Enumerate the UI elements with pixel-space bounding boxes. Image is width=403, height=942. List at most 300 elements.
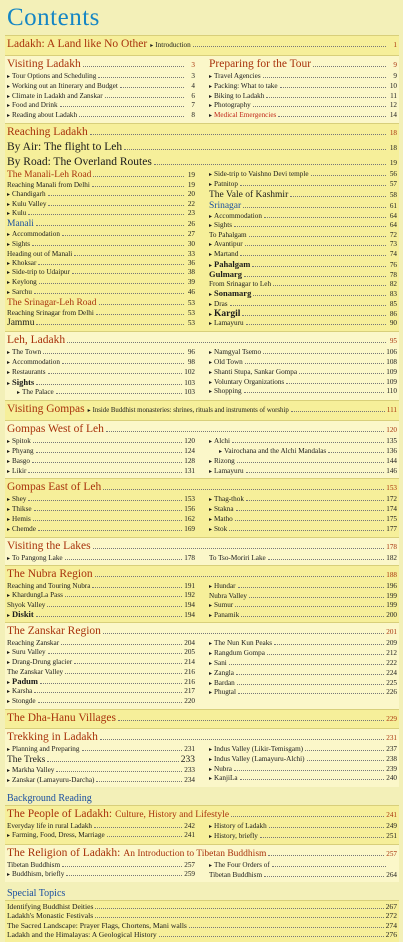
section-heading[interactable]: Leh, Ladakh	[7, 334, 66, 347]
page-number: 241	[386, 811, 397, 820]
toc-entry[interactable]: Basgo	[12, 456, 30, 465]
toc-entry[interactable]: Sumur	[214, 600, 234, 609]
background-reading-label: Background Reading	[7, 793, 92, 805]
toc-entry[interactable]: Indus Valley (Likir-Temisgam)	[214, 745, 304, 754]
page-number: 76	[389, 260, 397, 269]
triangle-icon: ▸	[209, 213, 213, 220]
section-zanskar	[5, 622, 399, 709]
triangle-icon: ▸	[7, 211, 11, 218]
triangle-icon: ▸	[7, 593, 11, 600]
triangle-icon: ▸	[7, 74, 11, 80]
page-number: 8	[191, 111, 195, 120]
page-number: 136	[386, 446, 397, 455]
section-heading[interactable]: Trekking in Ladakh	[7, 731, 98, 744]
page-number: 225	[386, 678, 397, 687]
page-number: 217	[184, 687, 195, 696]
page-number: 214	[184, 658, 195, 667]
section-heading[interactable]: The Nubra Region	[7, 568, 93, 581]
toc-entry[interactable]: Kulu	[12, 209, 27, 218]
page-number: 156	[184, 505, 195, 514]
toc-entry[interactable]: Biking to Ladakh	[214, 91, 265, 100]
section-heading[interactable]: Reaching Ladakh	[7, 125, 88, 138]
page-number: 200	[386, 610, 397, 619]
toc-entry[interactable]: Shyok Valley	[7, 600, 46, 609]
page-number: 224	[386, 668, 397, 677]
toc-entry[interactable]: Sights	[12, 239, 30, 248]
section-west	[5, 420, 399, 478]
triangle-icon: ▸	[7, 612, 11, 619]
page-number: 9	[393, 61, 397, 69]
toc-entry[interactable]: Thag-thok	[214, 495, 244, 504]
triangle-icon: ▸	[209, 507, 213, 514]
heading-land[interactable]: Ladakh: A Land like No Other	[7, 38, 148, 50]
toc-entry[interactable]: Matho	[214, 514, 233, 523]
toc-entry[interactable]: The Town	[12, 348, 42, 357]
toc-entry[interactable]: Reaching Srinagar from Delhi	[7, 308, 94, 317]
subsection-heading[interactable]: The Vale of Kashmir	[209, 189, 289, 200]
page-number: 188	[386, 571, 397, 580]
subsection-heading[interactable]: The Manali-Leh Road	[7, 169, 92, 180]
section-heading[interactable]: The Dha-Hanu Villages	[7, 712, 116, 725]
page-number: 26	[187, 220, 195, 229]
toc-entry[interactable]: History of Ladakh	[214, 822, 267, 831]
toc-entry[interactable]: Voluntary Organizations	[214, 377, 285, 386]
toc-entry[interactable]: Ladakh's Monastic Festivals	[7, 911, 94, 921]
triangle-icon: ▸	[7, 679, 11, 686]
toc-entry[interactable]: Side-trip to Udaipur	[12, 268, 70, 277]
page-number: 222	[386, 659, 397, 668]
toc-entry[interactable]: Sights	[12, 376, 35, 387]
page-number: 53	[187, 308, 195, 317]
triangle-icon: ▸	[7, 369, 11, 376]
triangle-icon: ▸	[209, 602, 213, 609]
page-number: 267	[385, 901, 397, 911]
toc-entry[interactable]: The Zanskar Valley	[7, 667, 64, 676]
toc-entry[interactable]: Identifying Buddhist Deities	[7, 901, 94, 911]
toc-entry[interactable]: Suru Valley	[12, 648, 46, 657]
triangle-icon: ▸	[7, 93, 11, 100]
section-heading[interactable]: The Religion of Ladakh:	[7, 847, 121, 860]
toc-entry[interactable]: Thikse	[12, 505, 32, 514]
toc-entry[interactable]: Diskit	[12, 608, 34, 619]
triangle-icon: ▸	[7, 497, 11, 504]
triangle-icon: ▸	[7, 113, 11, 120]
triangle-icon: ▸	[7, 660, 11, 667]
toc-entry[interactable]: Buddhism, briefly	[12, 869, 65, 878]
triangle-icon: ▸	[7, 448, 11, 455]
toc-entry[interactable]: Drang-Drung glacier	[12, 658, 73, 667]
section-heading[interactable]: Visiting the Lakes	[7, 539, 91, 552]
page-number: 153	[184, 495, 195, 504]
toc-entry[interactable]: Zangla	[214, 668, 234, 677]
page-number: 120	[184, 437, 195, 446]
toc-entry[interactable]: Phyang	[12, 446, 34, 455]
toc-entry[interactable]: KhardungLa Pass	[12, 591, 63, 600]
page-number: 135	[386, 437, 397, 446]
toc-entry[interactable]: Reaching and Touring Nubra	[7, 582, 91, 591]
section-heading[interactable]: The Zanskar Region	[7, 625, 101, 638]
toc-entry[interactable]: Tibetan Buddhism	[209, 870, 263, 879]
triangle-icon: ▸	[209, 468, 213, 475]
triangle-icon: ▸	[209, 661, 213, 668]
toc-entry[interactable]: Kulu Valley	[12, 199, 47, 208]
page-number: 33	[187, 249, 195, 258]
toc-entry[interactable]: Sonamarg	[214, 287, 252, 298]
toc-entry[interactable]: To Pahalgam	[209, 231, 247, 240]
toc-entry[interactable]: Sights	[214, 221, 232, 230]
triangle-icon: ▸	[7, 270, 11, 277]
toc-entry[interactable]: Planning and Preparing	[12, 745, 80, 754]
triangle-icon: ▸	[7, 747, 11, 754]
toc-entry[interactable]: Indus Valley (Lamayuru-Alchi)	[214, 754, 305, 763]
page-number: 237	[386, 745, 397, 754]
toc-entry[interactable]: Keylong	[12, 278, 37, 287]
toc-entry[interactable]: Food and Drink	[12, 101, 58, 110]
toc-entry[interactable]: Climate in Ladakh and Zanskar	[12, 91, 103, 100]
section-special	[5, 900, 399, 942]
triangle-icon: ▸	[209, 670, 213, 677]
page-number: 110	[386, 387, 397, 396]
toc-entry[interactable]: Vairochana and the Alchi Mandalas	[224, 446, 327, 455]
triangle-icon: ▸	[7, 516, 11, 523]
page-number: 106	[386, 348, 397, 357]
toc-entry[interactable]: The Four Orders of	[214, 861, 270, 870]
triangle-icon: ▸	[209, 680, 213, 687]
triangle-icon: ▸	[7, 439, 11, 446]
triangle-icon: ▸	[209, 526, 213, 533]
page-number: 240	[386, 774, 397, 783]
by-road[interactable]: By Road: The Overland Routes	[7, 155, 152, 168]
page-number: 233	[184, 765, 195, 774]
triangle-icon: ▸	[209, 181, 213, 188]
toc-entry[interactable]: Tour Options and Scheduling	[12, 72, 97, 80]
toc-entry[interactable]: Spitok	[12, 437, 31, 446]
toc-entry[interactable]: Patnitop	[214, 179, 238, 188]
triangle-icon: ▸	[209, 262, 213, 269]
toc-entry[interactable]: Namgyal Tsemo	[214, 348, 262, 357]
page-number: 226	[386, 688, 397, 697]
toc-entry[interactable]: Hemis	[12, 514, 31, 523]
triangle-icon: ▸	[209, 301, 213, 308]
toc-entry[interactable]: Sani	[214, 659, 227, 668]
toc-entry[interactable]: Pahalgam	[214, 258, 251, 269]
toc-entry[interactable]: Packing: What to take	[214, 81, 278, 90]
toc-entry[interactable]: Accommodation	[12, 357, 60, 366]
triangle-icon: ▸	[209, 74, 213, 80]
toc-entry[interactable]: Shey	[12, 495, 27, 504]
page-number: 120	[386, 426, 397, 435]
triangle-icon: ▸	[7, 289, 11, 296]
page-number: 239	[386, 764, 397, 773]
page-number: 72	[389, 231, 397, 240]
triangle-icon: ▸	[7, 350, 11, 357]
toc-entry[interactable]: The Palace	[22, 388, 54, 397]
toc-entry[interactable]: Gulmarg	[209, 269, 243, 280]
page-number: 39	[187, 278, 195, 287]
triangle-icon: ▸	[7, 380, 11, 387]
page-number: 234	[184, 775, 195, 784]
triangle-icon: ▸	[209, 690, 213, 697]
page-number: 82	[389, 280, 397, 289]
page-number: 64	[389, 221, 397, 230]
section-religion	[5, 844, 399, 882]
toc-entry[interactable]: To Pangong Lake	[12, 553, 63, 562]
toc-entry[interactable]: Karsha	[12, 687, 33, 696]
triangle-icon: ▸	[7, 83, 11, 90]
page-number: 153	[386, 484, 397, 493]
subsection-heading[interactable]: The Srinagar-Leh Road	[7, 297, 97, 308]
page-number: 61	[389, 201, 397, 210]
section-subtitle: An Introduction to Tibetan Buddhism	[123, 849, 267, 860]
toc-entry[interactable]: To Tso-Moriri Lake	[209, 553, 266, 562]
toc-entry[interactable]: Stongde	[12, 697, 36, 706]
page-number: 18	[389, 128, 397, 137]
toc-entry[interactable]: Everyday life in rural Ladakh	[7, 822, 93, 831]
toc-entry[interactable]: Sarchu	[12, 287, 32, 296]
toc-entry[interactable]: The Nun Kun Peaks	[214, 639, 273, 648]
page-number: 20	[187, 189, 195, 198]
page-number: 90	[389, 319, 397, 328]
toc-entry[interactable]: Khoksar	[12, 258, 37, 267]
toc-entry[interactable]: Working out an Itinerary and Budget	[12, 81, 118, 90]
triangle-icon: ▸	[209, 350, 213, 357]
triangle-icon: ▸	[209, 171, 213, 178]
triangle-icon: ▸	[7, 777, 11, 784]
toc-entry[interactable]: Old Town	[214, 357, 243, 366]
page-number: 162	[184, 514, 195, 523]
toc-entry[interactable]: Stakna	[214, 505, 234, 514]
toc-entry[interactable]: Avantipur	[214, 239, 243, 248]
page-number: 204	[184, 639, 195, 648]
section-people	[5, 805, 399, 844]
toc-entry[interactable]: Rangdum Gompa	[214, 649, 265, 658]
toc-entry[interactable]: Stok	[214, 524, 228, 533]
triangle-icon: ▸	[209, 369, 213, 376]
toc-entry[interactable]: Restaurants	[12, 367, 46, 376]
toc-entry[interactable]: Shanti Stupa, Sankar Gompa	[214, 367, 298, 376]
toc-entry[interactable]: KanjiLa	[214, 774, 238, 783]
page-number: 111	[386, 406, 397, 415]
page-number: 74	[389, 249, 397, 258]
triangle-icon: ▸	[7, 232, 11, 239]
triangle-icon: ▸	[7, 241, 11, 248]
triangle-icon: ▸	[209, 103, 213, 110]
section-heading[interactable]: Gompas West of Leh	[7, 423, 104, 436]
triangle-icon: ▸	[209, 359, 213, 366]
page-number: 144	[386, 456, 397, 465]
section-subtitle: Culture, History and Lifestyle	[115, 810, 230, 821]
page-number: 30	[187, 239, 195, 248]
triangle-icon: ▸	[7, 689, 11, 696]
triangle-icon: ▸	[209, 291, 213, 298]
subsection-heading[interactable]: Manali	[7, 219, 34, 230]
gompas-note: Inside Buddhist monasteries: shrines, rituals and instruments of worship	[92, 407, 289, 415]
toc-entry[interactable]: Shopping	[214, 387, 242, 396]
triangle-icon: ▸	[209, 863, 213, 870]
toc-entry[interactable]: Zanskar (Lamayuru-Darcha)	[12, 775, 95, 784]
toc-entry[interactable]: Likir	[12, 466, 27, 475]
toc-entry[interactable]: The Treks	[7, 754, 46, 765]
page-number: 201	[386, 628, 397, 637]
page-number: 19	[187, 170, 195, 179]
toc-entry[interactable]: Alchi	[214, 437, 230, 446]
by-air[interactable]: By Air: The flight to Leh	[7, 140, 123, 153]
page-number: 238	[386, 754, 397, 763]
triangle-icon: ▸	[209, 516, 213, 523]
page-number: 53	[187, 318, 195, 327]
toc-entry[interactable]: Chemde	[12, 524, 36, 533]
triangle-icon: ▸	[209, 311, 213, 318]
toc-entry[interactable]: Reading about Ladakh	[12, 111, 78, 120]
page-number: 12	[389, 101, 397, 110]
page-number: 178	[386, 542, 397, 551]
section-nubra	[5, 565, 399, 622]
triangle-icon: ▸	[7, 650, 11, 657]
heading-gompas[interactable]: Visiting Gompas	[7, 403, 85, 416]
triangle-icon: ▸	[7, 260, 11, 267]
triangle-icon: ▸	[209, 824, 213, 831]
triangle-icon: ▸	[209, 251, 213, 258]
page-number: 191	[184, 582, 195, 591]
toc-entry[interactable]: Tibetan Buddhism	[7, 861, 61, 870]
page-number: 4	[191, 81, 195, 90]
toc-entry[interactable]: Padum	[12, 675, 38, 686]
triangle-icon: ▸	[209, 766, 213, 773]
triangle-icon: ▸	[209, 641, 213, 648]
toc-entry[interactable]: Side-trip to Vaishno Devi temple	[214, 169, 309, 178]
page-number: 103	[184, 388, 195, 397]
section-dha-hanu	[5, 709, 399, 728]
page-number: 231	[386, 734, 397, 743]
toc-entry[interactable]: Lamayuru	[214, 466, 244, 475]
triangle-icon: ▸	[7, 458, 11, 465]
page-number: 19	[389, 158, 397, 167]
triangle-icon: ▸	[150, 43, 154, 49]
page-number: 169	[184, 524, 195, 533]
toc-entry[interactable]: Nubra	[214, 764, 232, 773]
triangle-icon: ▸	[209, 379, 213, 386]
toc-entry[interactable]: Medical Emergencies	[214, 111, 277, 120]
toc-entry[interactable]: Reaching Manali from Delhi	[7, 180, 90, 189]
toc-entry[interactable]: Heading out of Manali	[7, 249, 73, 258]
section-trekking	[5, 728, 399, 787]
toc-entry[interactable]: Reaching Zanskar	[7, 639, 60, 648]
triangle-icon: ▸	[209, 83, 213, 90]
page-number: 199	[386, 600, 397, 609]
page-number: 146	[386, 466, 397, 475]
page-number: 242	[184, 822, 195, 831]
page-number: 199	[386, 592, 397, 601]
page-number: 96	[187, 348, 195, 357]
toc-entry[interactable]: Rizong	[214, 456, 235, 465]
section-heading[interactable]: Visiting Ladakh	[7, 58, 81, 70]
toc-entry[interactable]: From Srinagar to Leh	[209, 280, 272, 289]
page-number: 216	[184, 677, 195, 686]
page-number: 56	[389, 169, 397, 178]
triangle-icon: ▸	[209, 223, 213, 230]
page-number: 98	[187, 357, 195, 366]
toc-entry[interactable]: Panamik	[214, 610, 240, 619]
triangle-icon: ▸	[209, 584, 213, 591]
section-heading[interactable]: The People of Ladakh:	[7, 808, 113, 821]
page-number: 109	[386, 367, 397, 376]
toc-entry[interactable]: History, briefly	[214, 832, 258, 841]
page-number: 276	[385, 930, 397, 940]
page-number: 57	[389, 179, 397, 188]
page-number: 194	[184, 600, 195, 609]
toc-entry[interactable]: Markha Valley	[12, 765, 55, 774]
toc-entry[interactable]: Accommodation	[214, 211, 262, 220]
page-number: 7	[191, 101, 195, 110]
section-land	[5, 35, 399, 55]
triangle-icon: ▸	[209, 776, 213, 783]
page-number: 85	[389, 299, 397, 308]
section-leh	[5, 331, 399, 400]
triangle-icon: ▸	[7, 191, 11, 198]
triangle-icon: ▸	[7, 103, 11, 110]
page-number: 95	[389, 337, 397, 346]
page-number: 23	[187, 209, 195, 218]
toc-entry[interactable]: Phugtal	[214, 688, 236, 697]
triangle-icon: ▸	[7, 201, 11, 208]
page-number: 272	[385, 911, 397, 921]
page-number: 257	[386, 850, 397, 859]
subsection-heading[interactable]: Jammu	[7, 317, 35, 328]
toc-entry[interactable]: Martand	[214, 249, 239, 258]
toc-entry[interactable]: Bardan	[214, 678, 235, 687]
page-number: 11	[390, 91, 397, 100]
toc-entry[interactable]: The Sacred Landscape: Prayer Flags, Chortens, Mani walls	[7, 920, 187, 930]
toc-entry[interactable]: Farming, Food, Dress, Marriage	[12, 831, 105, 840]
triangle-icon: ▸	[209, 747, 213, 754]
triangle-icon: ▸	[209, 756, 213, 763]
triangle-icon: ▸	[209, 321, 213, 328]
page-number: 178	[184, 553, 195, 562]
triangle-icon: ▸	[7, 280, 11, 287]
intro-label[interactable]: Introduction	[155, 41, 191, 49]
triangle-icon: ▸	[209, 93, 213, 100]
toc-entry[interactable]: Nubra Valley	[209, 592, 247, 601]
subsection-heading[interactable]: Srinagar	[209, 200, 242, 211]
section-visiting	[5, 55, 399, 123]
page-number: 175	[386, 514, 397, 523]
section-heading[interactable]: Preparing for the Tour	[209, 58, 312, 70]
toc-entry[interactable]: Kargil	[214, 308, 241, 319]
page-number: 36	[187, 258, 195, 267]
page-number: 6	[191, 91, 195, 100]
triangle-icon: ▸	[219, 448, 223, 455]
toc-entry[interactable]: Travel Agencies	[214, 72, 261, 80]
section-heading[interactable]: Gompas East of Leh	[7, 481, 102, 494]
page-number: 264	[386, 870, 397, 879]
toc-entry[interactable]: Hundar	[214, 582, 236, 591]
toc-entry[interactable]: Accommodation	[12, 230, 60, 239]
section-lakes	[5, 537, 399, 566]
page-number: 46	[187, 287, 195, 296]
toc-entry[interactable]: Lamayuru	[214, 319, 244, 328]
triangle-icon: ▸	[209, 651, 213, 658]
toc-entry[interactable]: Ladakh and the Himalayas: A Geological History	[7, 930, 157, 940]
toc-entry[interactable]: Chandigarh	[12, 189, 46, 198]
page-number: 194	[184, 610, 195, 619]
page-number: 259	[184, 869, 195, 878]
page-number: 18	[389, 143, 397, 152]
toc-entry[interactable]: Photography	[214, 101, 251, 110]
section-reaching	[5, 123, 399, 331]
special-topics-label: Special Topics	[7, 887, 66, 899]
page-number: 128	[184, 456, 195, 465]
toc-entry[interactable]: Dras	[214, 299, 228, 308]
